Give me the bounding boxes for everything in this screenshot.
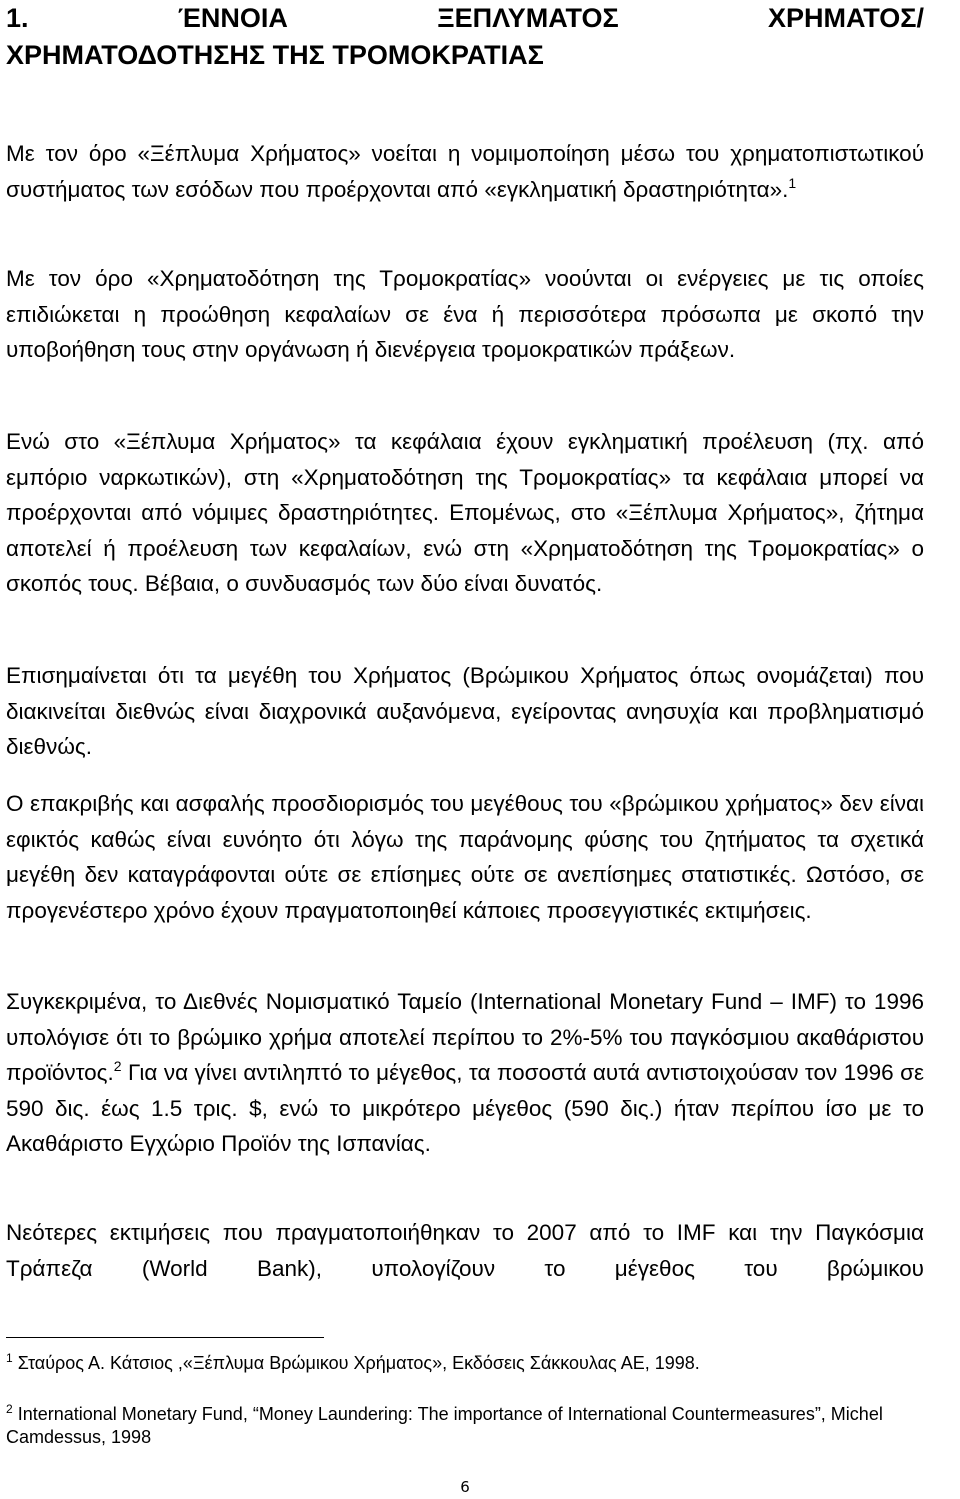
footnote-1-marker: 1 bbox=[6, 1351, 13, 1365]
paragraph-7: Νεότερες εκτιμήσεις που πραγματοποιήθηκαν το 2007 από το IMF και την Παγκόσμια Τράπεζα (World Bank), υπολογίζουν το μέγεθος του βρώμικου bbox=[6, 1220, 924, 1281]
footnote-separator bbox=[6, 1337, 324, 1338]
paragraph-6-text-after: Για να γίνει αντιληπτό το μέγεθος, τα ποσοστά αυτά αντιστοιχούσαν τον 1996 σε 590 δις. έως 1.5 τρις. $, ενώ το μικρότερο μέγεθος (590 δις.) ήταν περίπου ίσο με το Ακαθάριστο Εγχώριο Προϊόν της Ισπανίας. bbox=[6, 1060, 924, 1156]
paragraph-6-text-before: Συγκεκριμένα, το Διεθνές Νομισματικό Ταμείο (International Monetary Fund – IMF) το 1996 υπολόγισε ότι το βρώμικο χρήμα αποτελεί περίπου το 2%-5% του παγκόσμιου ακαθάριστου προϊόντος. bbox=[6, 989, 924, 1085]
heading-word-1: ΈΝΝΟΙΑ bbox=[177, 3, 288, 33]
footnote-1 bbox=[6, 1352, 906, 1375]
heading-word-3: ΧΡΗΜΑΤΟΣ/ bbox=[768, 3, 924, 33]
heading-line-2: ΧΡΗΜΑΤΟΔΟΤΗΣΗΣ ΤΗΣ ΤΡΟΜΟΚΡΑΤΙΑΣ bbox=[6, 40, 544, 70]
paragraph-1-text: Με τον όρο «Ξέπλυμα Χρήματος» νοείται η νομιμοποίηση μέσω του χρηματοπιστωτικού συστήματος των εσόδων που προέρχονται από «εγκληματική δραστηριότητα». bbox=[6, 141, 924, 202]
paragraph-6 bbox=[6, 984, 924, 1162]
paragraph-5: Ο επακριβής και ασφαλής προσδιορισμός του μεγέθους του «βρώμικου χρήματος» δεν είναι εφικτός καθώς είναι ευνόητο ότι λόγω της παράνομης φύσης του ζητήματος τα σχετικά μεγέθη δεν καταγράφονται ούτε σε επίσημες ούτε σε ανεπίσημες στατιστικές. Ωστόσο, σε προγενέστερο χρόνο έχουν πραγματοποιηθεί κάποιες προσεγγιστικές εκτιμήσεις. bbox=[6, 791, 924, 923]
heading-word-2: ΞΕΠΛΥΜΑΤΟΣ bbox=[437, 3, 619, 33]
section-heading bbox=[6, 0, 924, 74]
paragraph-3: Ενώ στο «Ξέπλυμα Χρήματος» τα κεφάλαια έχουν εγκληματική προέλευση (πχ. από εμπόριο ναρκωτικών), στη «Χρηματοδότηση της Τρομοκρατίας» τα κεφάλαια μπορεί να προέρχονται από νόμιμες δραστηριότητες. Επομένως, στο «Ξέπλυμα Χρήματος», ζήτημα αποτελεί ή προέλευση των κεφαλαίων, ενώ στη «Χρηματοδότηση της Τρομοκρατίας» ο σκοπός τους. Βέβαια, ο συνδυασμός των δύο είναι δυνατός. bbox=[6, 429, 924, 596]
footnote-2-marker: 2 bbox=[6, 1402, 13, 1416]
footnote-2-text: International Monetary Fund, “Money Laundering: The importance of International Countermeasures”, Michel Camdessus, 1998 bbox=[6, 1404, 883, 1447]
paragraph-2: Με τον όρο «Χρηματοδότηση της Τρομοκρατίας» νοούνται οι ενέργειες με τις οποίες επιδιώκεται η προώθηση κεφαλαίων σε ένα ή περισσότερα πρόσωπα με σκοπό την υποβοήθηση τους στην οργάνωση ή διενέργεια τρομοκρατικών πράξεων. bbox=[6, 266, 924, 362]
page-number: 6 bbox=[460, 1478, 470, 1496]
footnote-2 bbox=[6, 1403, 906, 1449]
paragraph-1 bbox=[6, 136, 924, 207]
footnote-1-text: Σταύρος Α. Κάτσιος ,«Ξέπλυμα Βρώμικου Χρήματος», Εκδόσεις Σάκκουλας ΑΕ, 1998. bbox=[12, 1353, 700, 1373]
footnote-ref-1: 1 bbox=[788, 174, 797, 191]
heading-number: 1. bbox=[6, 3, 29, 33]
footnote-ref-2: 2 bbox=[113, 1058, 122, 1074]
paragraph-4: Επισημαίνεται ότι τα μεγέθη του Χρήματος (Βρώμικου Χρήματος όπως ονομάζεται) που διακινείται διεθνώς είναι διαχρονικά αυξανόμενα, εγείροντας ανησυχία και προβληματισμό διεθνώς. bbox=[6, 663, 924, 759]
